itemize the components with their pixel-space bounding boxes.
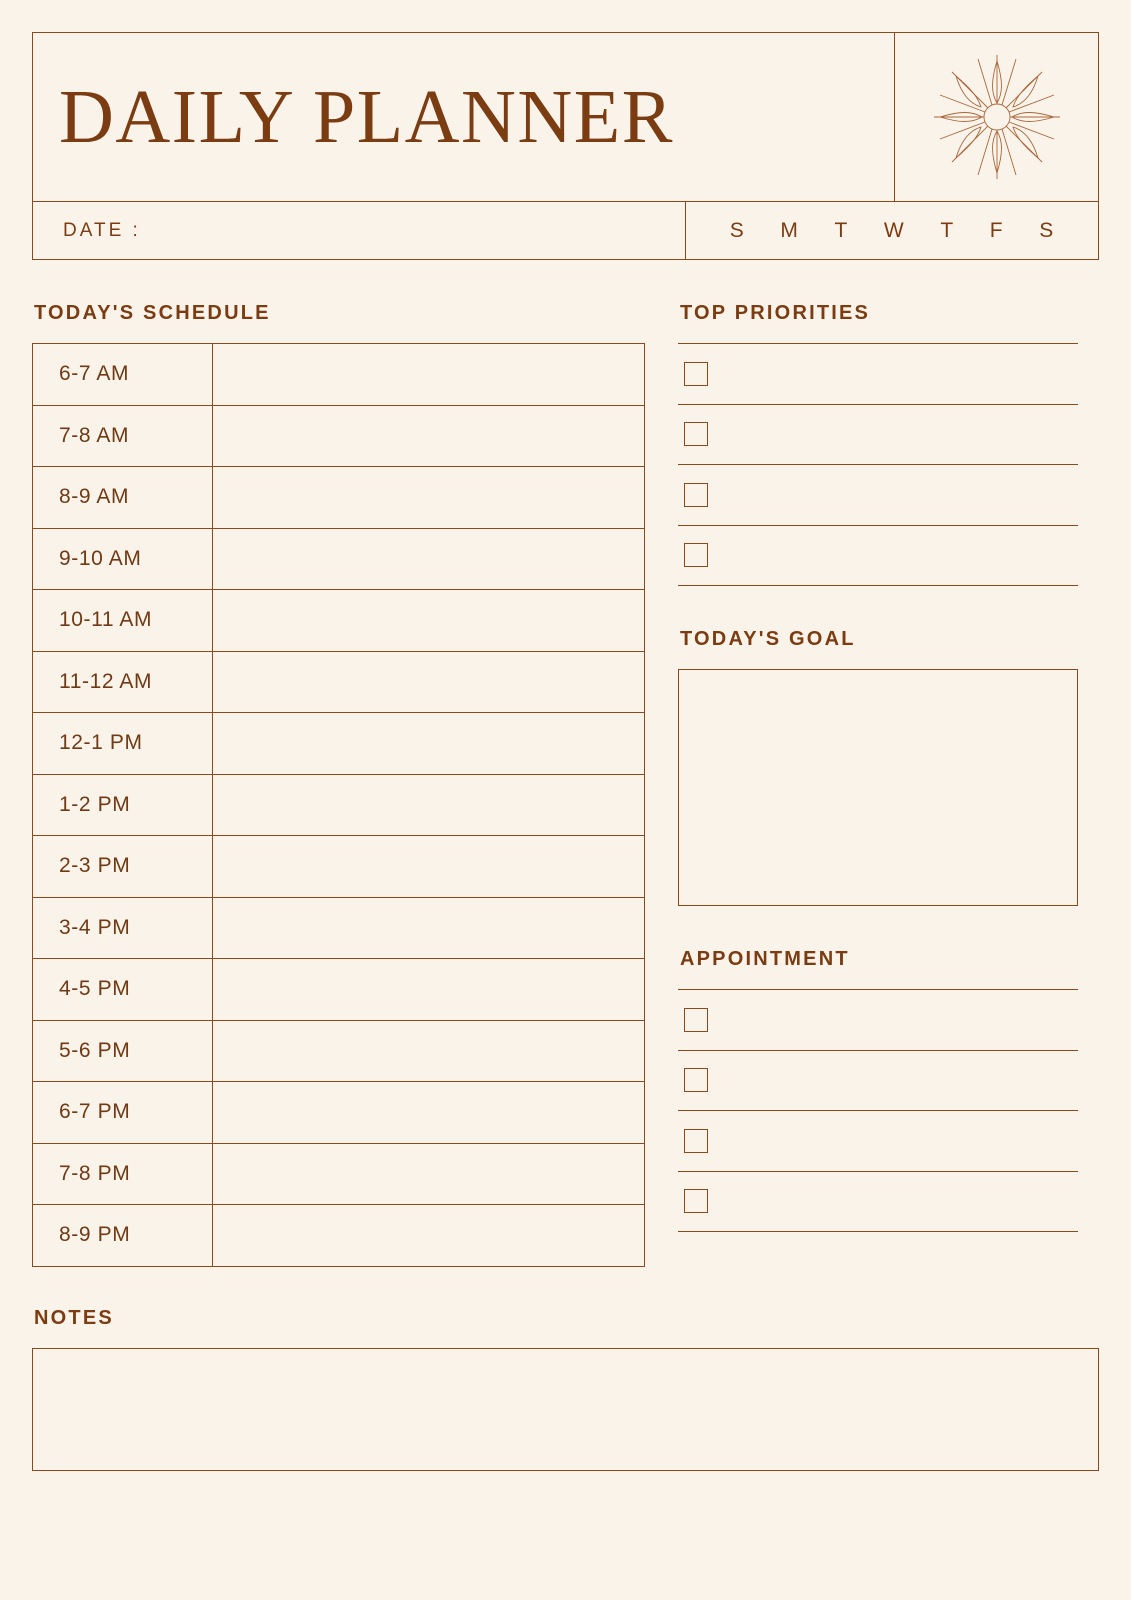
schedule-entry-field[interactable] [213, 590, 644, 651]
table-row[interactable] [33, 1021, 644, 1083]
list-item[interactable] [678, 465, 1078, 526]
schedule-entry-field[interactable] [213, 1144, 644, 1205]
schedule-entry-field[interactable] [213, 959, 644, 1020]
schedule-entry-field[interactable] [213, 652, 644, 713]
table-row[interactable] [33, 836, 644, 898]
title-cell [33, 33, 894, 201]
schedule-time-label: 2-3 PM [33, 836, 213, 897]
schedule-entry-field[interactable] [213, 1205, 644, 1266]
weekday-s2[interactable]: S [1039, 218, 1055, 242]
weekday-t1[interactable]: T [834, 218, 849, 242]
list-item[interactable] [678, 1051, 1078, 1112]
schedule-time-label: 5-6 PM [33, 1021, 213, 1082]
schedule-entry-field[interactable] [213, 775, 644, 836]
weekday-t2[interactable]: T [940, 218, 955, 242]
notes-heading: NOTES [34, 1306, 114, 1329]
weekday-s1[interactable]: S [729, 218, 745, 242]
table-row[interactable] [33, 775, 644, 837]
appointment-list [678, 989, 1078, 1232]
priorities-heading: TOP PRIORITIES [680, 302, 871, 324]
appointment-heading: APPOINTMENT [680, 948, 850, 970]
weekday-selector[interactable] [685, 202, 1098, 259]
list-item[interactable] [678, 990, 1078, 1051]
planner-body [32, 302, 1099, 1267]
schedule-entry-field[interactable] [213, 406, 644, 467]
schedule-time-label: 8-9 PM [33, 1205, 213, 1266]
schedule-entry-field[interactable] [213, 467, 644, 528]
schedule-time-label: 8-9 AM [33, 467, 213, 528]
schedule-entry-field[interactable] [213, 1082, 644, 1143]
priorities-list [678, 343, 1078, 586]
schedule-heading: TODAY'S SCHEDULE [34, 302, 271, 324]
table-row[interactable] [33, 1144, 644, 1206]
weekday-m[interactable]: M [780, 218, 799, 242]
schedule-time-label: 11-12 AM [33, 652, 213, 713]
notes-text-area[interactable] [32, 1348, 1099, 1471]
table-row[interactable] [33, 652, 644, 714]
planner-header [32, 32, 1099, 202]
table-row[interactable] [33, 467, 644, 529]
schedule-entry-field[interactable] [213, 529, 644, 590]
schedule-entry-field[interactable] [213, 713, 644, 774]
checkbox-icon[interactable] [684, 1008, 708, 1032]
list-item[interactable] [678, 526, 1078, 587]
checkbox-icon[interactable] [684, 543, 708, 567]
checkbox-icon[interactable] [684, 1189, 708, 1213]
checkbox-icon[interactable] [684, 422, 708, 446]
table-row[interactable] [33, 590, 644, 652]
schedule-time-label: 4-5 PM [33, 959, 213, 1020]
table-row[interactable] [33, 898, 644, 960]
schedule-time-label: 6-7 PM [33, 1082, 213, 1143]
schedule-time-label: 7-8 PM [33, 1144, 213, 1205]
date-label: DATE : [63, 219, 141, 241]
schedule-time-label: 9-10 AM [33, 529, 213, 590]
table-row[interactable] [33, 1082, 644, 1144]
goal-heading: TODAY'S GOAL [680, 628, 856, 650]
checkbox-icon[interactable] [684, 1068, 708, 1092]
schedule-entry-field[interactable] [213, 1021, 644, 1082]
page-title: DAILY PLANNER [59, 75, 674, 159]
checkbox-icon[interactable] [684, 362, 708, 386]
schedule-time-label: 12-1 PM [33, 713, 213, 774]
notes-section [32, 1307, 1099, 1471]
sun-burst-icon [922, 47, 1072, 187]
date-field[interactable] [33, 202, 685, 259]
checkbox-icon[interactable] [684, 1129, 708, 1153]
list-item[interactable] [678, 1172, 1078, 1233]
checkbox-icon[interactable] [684, 483, 708, 507]
table-row[interactable] [33, 344, 644, 406]
table-row[interactable] [33, 406, 644, 468]
schedule-entry-field[interactable] [213, 898, 644, 959]
list-item[interactable] [678, 405, 1078, 466]
side-column [678, 302, 1078, 1267]
table-row[interactable] [33, 713, 644, 775]
weekday-f[interactable]: F [989, 218, 1004, 242]
logo-cell [894, 33, 1098, 201]
table-row[interactable] [33, 1205, 644, 1267]
weekday-w[interactable]: W [883, 218, 905, 242]
schedule-column [32, 302, 645, 1267]
table-row[interactable] [33, 529, 644, 591]
goal-text-area[interactable] [678, 669, 1078, 906]
date-row [32, 202, 1099, 260]
schedule-entry-field[interactable] [213, 344, 644, 405]
schedule-time-label: 6-7 AM [33, 344, 213, 405]
schedule-time-label: 7-8 AM [33, 406, 213, 467]
schedule-time-label: 1-2 PM [33, 775, 213, 836]
list-item[interactable] [678, 1111, 1078, 1172]
schedule-entry-field[interactable] [213, 836, 644, 897]
list-item[interactable] [678, 344, 1078, 405]
table-row[interactable] [33, 959, 644, 1021]
schedule-table [32, 343, 645, 1267]
schedule-time-label: 3-4 PM [33, 898, 213, 959]
schedule-time-label: 10-11 AM [33, 590, 213, 651]
